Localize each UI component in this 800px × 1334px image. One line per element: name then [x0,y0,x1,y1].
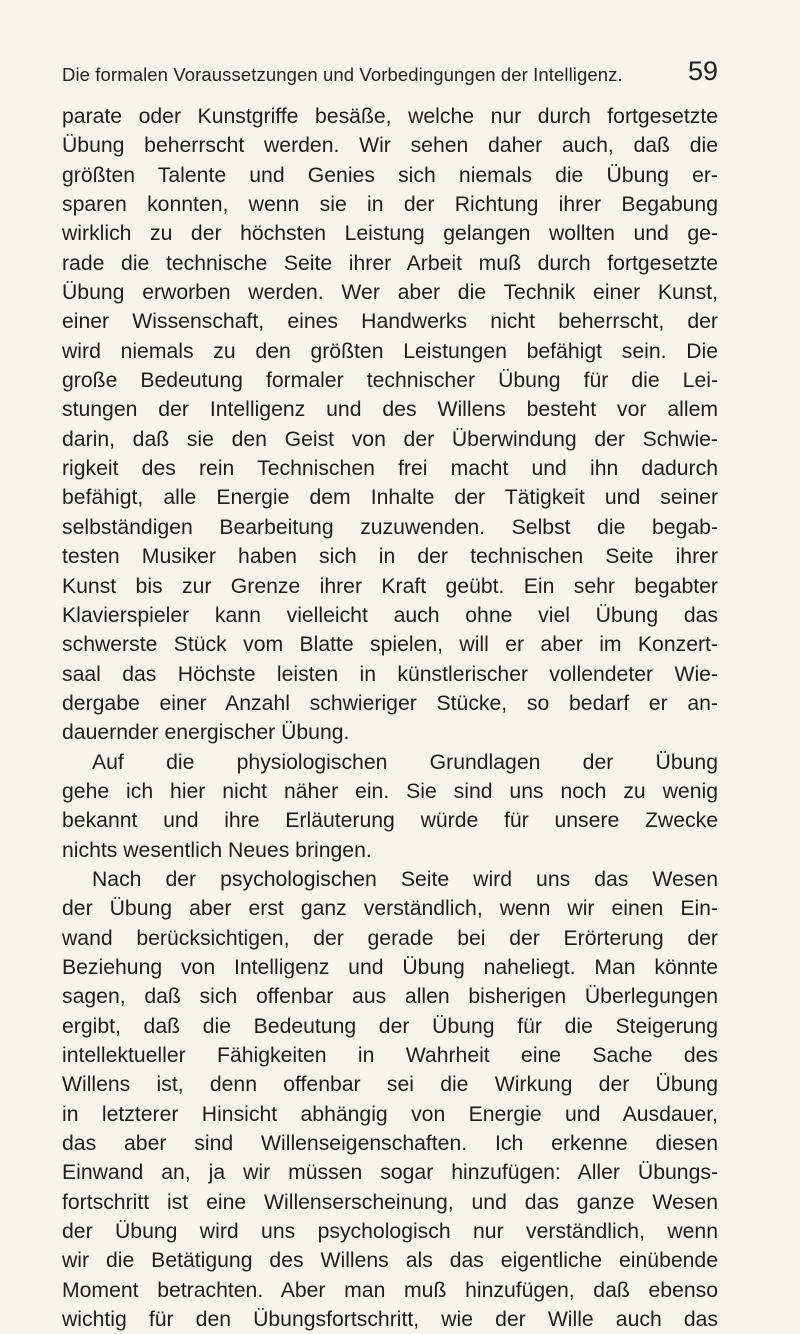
text-line: wichtig für den Übungsfortschritt, wie der Wille auch das [62,1308,718,1332]
text-line: ergibt, daß die Bedeutung der Übung für die Steigerung [62,1014,718,1038]
text-line: dergabe einer Anzahl schwieriger Stücke, so bedarf er an- [62,691,718,715]
text-line: wirklich zu der höchsten Leistung gelangen wollten und ge- [62,222,718,246]
text-line: Nach der psychologischen Seite wird uns das Wesen [92,867,718,891]
text-line: sparen konnten, wenn sie in der Richtung ihrer Begabung [62,193,718,217]
text-line: selbständigen Bearbeitung zuzuwenden. Selbst die begab- [62,515,718,539]
text-line: Übung erworben werden. Wer aber die Technik einer Kunst, [62,281,718,305]
text-line: rade die technische Seite ihrer Arbeit muß durch fortgesetzte [62,251,718,275]
text-line: einer Wissenschaft, eines Handwerks nicht beherrscht, der [62,310,718,334]
text-line: rigkeit des rein Technischen frei macht und ihn dadurch [62,457,718,481]
running-head [62,56,718,92]
text-line: Kunst bis zur Grenze ihrer Kraft geübt. Ein sehr begabter [62,574,718,598]
text-line: gehe ich hier nicht näher ein. Sie sind uns noch zu wenig [62,779,718,803]
text-line: befähigt, alle Energie dem Inhalte der Tätigkeit und seiner [62,486,718,510]
text-line: stungen der Intelligenz und des Willens besteht vor allem [62,398,718,422]
text-line: dauernder energischer Übung. [62,721,350,745]
text-line: in letzterer Hinsicht abhängig von Energie und Ausdauer, [62,1102,718,1126]
text-line: das aber sind Willenseigenschaften. Ich erkenne diesen [62,1132,718,1156]
text-line: Beziehung von Intelligenz und Übung naheliegt. Man könnte [62,955,718,979]
text-line: nichts wesentlich Neues bringen. [62,838,372,862]
text-line: Einwand an, ja wir müssen sogar hinzufügen: Aller Übungs- [62,1161,718,1185]
text-line: Willens ist, denn offenbar sei die Wirkung der Übung [62,1073,718,1097]
text-line: testen Musiker haben sich in der technischen Seite ihrer [62,545,718,569]
text-line: Klavierspieler kann vielleicht auch ohne viel Übung das [62,603,718,627]
text-line: sagen, daß sich offenbar aus allen bisherigen Überlegungen [62,985,718,1009]
text-line: parate oder Kunstgriffe besäße, welche nur durch fortgesetzte [62,105,718,128]
text-line: fortschritt ist eine Willenserscheinung, und das ganze Wesen [62,1190,718,1214]
text-line: Auf die physiologischen Grundlagen der Übung [92,750,718,774]
text-line: größten Talente und Genies sich niemals die Übung er- [62,163,718,187]
text-line: Übung beherrscht werden. Wir sehen daher auch, daß die [62,134,718,158]
text-line: bekannt und ihre Erläuterung würde für unsere Zwecke [62,809,718,833]
text-line: saal das Höchste leisten in künstlerischer vollendeter Wie- [62,662,718,686]
text-line: wir die Betätigung des Willens als das eigentliche einübende [62,1249,718,1273]
text-line: wand berücksichtigen, der gerade bei der Erörterung der [62,926,718,950]
running-title: Die formalen Voraussetzungen und Vorbedingungen der Intelligenz. [62,64,623,85]
text-line: große Bedeutung formaler technischer Übung für die Lei- [62,369,718,393]
body-text [62,102,718,1334]
text-line: der Übung aber erst ganz verständlich, wenn wir einen Ein- [62,897,718,921]
text-line: intellektueller Fähigkeiten in Wahrheit eine Sache des [62,1044,718,1067]
text-line: schwerste Stück vom Blatte spielen, will er aber im Konzert- [62,633,718,657]
text-line: darin, daß sie den Geist von der Überwindung der Schwie- [62,427,718,451]
text-line: wird niemals zu den größten Leistungen befähigt sein. Die [62,339,718,363]
text-line: Moment betrachten. Aber man muß hinzufügen, daß ebenso [62,1278,718,1302]
text-line: der Übung wird uns psychologisch nur verständlich, wenn [62,1220,718,1244]
page-number: 59 [687,56,718,86]
